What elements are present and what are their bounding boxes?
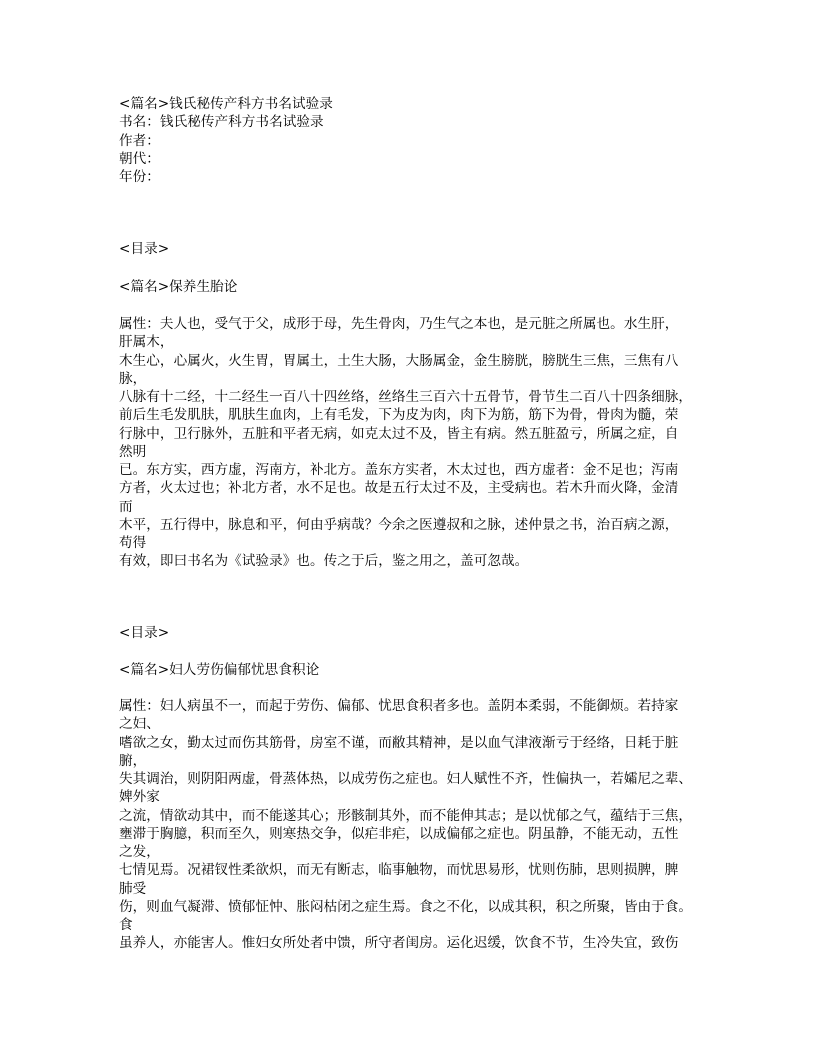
body-line: 婢外家	[119, 789, 160, 806]
body-line: 嗜欲之女，勤太过而伤其筋骨，房室不谨，而敝其精神，是以血气津液渐亏于经络，日耗于脏	[119, 734, 679, 751]
body-line: 方者，火太过也；补北方者，水不足也。故是五行太过不及，主受病也。若木升而火降，金清	[119, 480, 679, 497]
body-line: 七情见焉。况裙钗性柔欲炽，而无有断志，临事触物，而忧思易形，忧则伤肺，思则损脾，脾	[119, 862, 679, 879]
section-body	[119, 315, 719, 571]
chapter-tag: <篇名>钱氏秘传产科方书名试验录	[119, 96, 333, 112]
author-field: 作者：	[119, 132, 160, 149]
toc-label-text: <目录>	[119, 241, 170, 257]
body-line: 八脉有十二经，十二经生一百八十四丝络，丝络生三百六十五骨节，骨节生二百八十四条细脉，	[119, 389, 693, 405]
body-line: 壅滞于胸臆，积而至久，则寒热交争，似疟非疟，以成偏郁之症也。阴虽静，不能无动，五性	[119, 825, 679, 842]
body-line: 已。东方实，西方虚，泻南方，补北方。盖东方实者，木太过也，西方虚者：金不足也；泻南	[119, 462, 679, 478]
body-line: 苟得	[119, 535, 147, 551]
book-metadata	[119, 95, 719, 186]
body-line: 脉，	[119, 370, 147, 387]
body-line: 伤，则血气凝滞、愤郁怔忡、胀闷枯闭之症生焉。食之不化，以成其积，积之所聚，皆由于食。	[119, 898, 693, 915]
section-title-text: <篇名>保养生胎论	[119, 279, 238, 295]
body-line: 肺受	[119, 880, 147, 897]
body-line: 前后生毛发肌肤，肌肤生血肉，上有毛发，下为皮为肉，肉下为筋，筋下为骨，骨肉为髓，荣	[119, 407, 679, 424]
section-body	[119, 697, 719, 953]
year-field: 年份：	[119, 169, 160, 185]
body-line: 之妇、	[119, 716, 160, 733]
section-title	[119, 661, 719, 679]
section-title-text: <篇名>妇人劳伤偏郁忧思食积论	[119, 662, 320, 678]
body-line: 食	[119, 917, 133, 933]
dynasty-field: 朝代：	[119, 150, 160, 167]
body-line: 有效，即曰书名为《试验录》也。传之于后，鉴之用之，盖可忽哉。	[119, 553, 529, 570]
section-title	[119, 278, 719, 296]
body-line: 腑，	[119, 752, 147, 769]
toc-label-text: <目录>	[119, 625, 170, 641]
body-line: 木平，五行得中，脉息和平，何由乎病哉？今余之医遵叔和之脉，述仲景之书，治百病之源，	[119, 516, 679, 533]
body-line: 之发，	[119, 844, 160, 860]
body-line: 属性：夫人也，受气于父，成形于母，先生骨肉，乃生气之本也，是元脏之所属也。水生肝，	[119, 316, 679, 332]
toc-label	[119, 624, 719, 642]
body-line: 而	[119, 498, 133, 515]
toc-label	[119, 240, 719, 258]
book-name: 书名：钱氏秘传产科方书名试验录	[119, 114, 324, 131]
body-line: 然明	[119, 443, 147, 460]
body-line: 属性：妇人病虽不一，而起于劳伤、偏郁、忧思食积者多也。盖阴本柔弱，不能御烦。若持家	[119, 698, 679, 714]
body-line: 木生心，心属火，火生胃，胃属土，土生大肠，大肠属金，金生膀胱，膀胱生三焦，三焦有八	[119, 352, 679, 369]
body-line: 行脉中，卫行脉外，五脏和平者无病，如克太过不及，皆主有病。然五脏盈亏，所属之症，自	[119, 425, 679, 442]
body-line: 之流，情欲动其中，而不能遂其心；形骸制其外，而不能伸其志；是以忧郁之气，蕴结于三焦，	[119, 807, 693, 824]
body-line: 虽养人，亦能害人。惟妇女所处者中馈，所守者闺房。运化迟缓，饮食不节，生冷失宜，致伤	[119, 935, 679, 952]
body-line: 肝属木，	[119, 334, 174, 351]
body-line: 失其调治，则阴阳两虚，骨蒸体热，以成劳伤之症也。妇人赋性不齐，性偏执一，若孀尼之辈、	[119, 771, 693, 787]
